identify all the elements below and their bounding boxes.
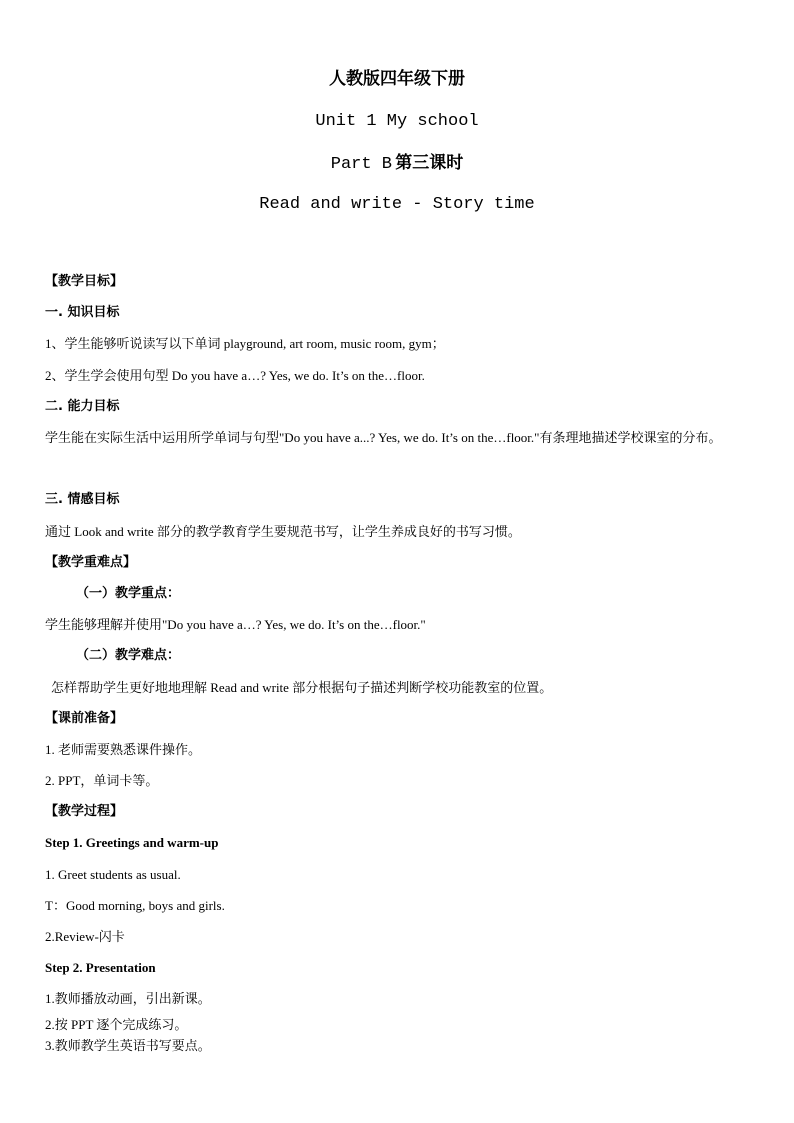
focus-heading: （一）教学重点：: [76, 586, 181, 601]
emotion-text: 通过 Look and write 部分的教学教育学生要规范书写，让学生养成良好的书写习惯。: [45, 524, 521, 539]
knowledge-item-1: 1、学生能够听说读写以下单词 playground, art room, music room, gym；: [45, 336, 445, 351]
lesson-title: Read and write - Story time: [259, 195, 535, 214]
step2-heading: Step 2. Presentation: [45, 960, 156, 975]
difficulty-heading: （二）教学难点：: [76, 648, 181, 663]
step2-item-2: 2.按 PPT 逐个完成练习。: [45, 1017, 188, 1032]
objectives-heading: 【教学目标】: [45, 274, 124, 289]
emotion-heading: 三. 情感目标: [45, 492, 120, 507]
part-suffix: 第三课时: [395, 153, 464, 173]
ability-text: 学生能在实际生活中运用所学单词与句型"Do you have a...? Yes, we do. It’s on the…floor."有条理地描述学校课室的分布。: [45, 430, 722, 445]
unit-title: Unit 1 My school: [315, 112, 479, 131]
document-title: 人教版四年级下册: [329, 69, 465, 89]
knowledge-item-2: 2、学生学会使用句型 Do you have a…? Yes, we do. It’s on the…floor.: [45, 368, 425, 383]
preparation-item-2: 2. PPT，单词卡等。: [45, 773, 159, 788]
step2-item-3: 3.教师教学生英语书写要点。: [45, 1038, 211, 1053]
preparation-heading: 【课前准备】: [45, 711, 124, 726]
step1-item-2: T：Good morning, boys and girls.: [45, 898, 225, 913]
ability-heading: 二. 能力目标: [45, 399, 120, 414]
process-heading: 【教学过程】: [45, 804, 124, 819]
step1-item-1: 1. Greet students as usual.: [45, 867, 181, 882]
focus-text: 学生能够理解并使用"Do you have a…? Yes, we do. It’s on the…floor.": [45, 617, 426, 632]
part-prefix: Part B: [330, 155, 392, 174]
knowledge-heading: 一. 知识目标: [45, 305, 120, 320]
preparation-item-1: 1. 老师需要熟悉课件操作。: [45, 742, 202, 757]
key-points-heading: 【教学重难点】: [45, 555, 137, 570]
difficulty-text: 怎样帮助学生更好地地理解 Read and write 部分根据句子描述判断学校功能教室的位置。: [51, 680, 553, 695]
part-title: [0, 153, 794, 175]
step1-item-3: 2.Review-闪卡: [45, 929, 125, 944]
step2-item-1: 1.教师播放动画，引出新课。: [45, 991, 211, 1006]
step1-heading: Step 1. Greetings and warm-up: [45, 835, 219, 850]
